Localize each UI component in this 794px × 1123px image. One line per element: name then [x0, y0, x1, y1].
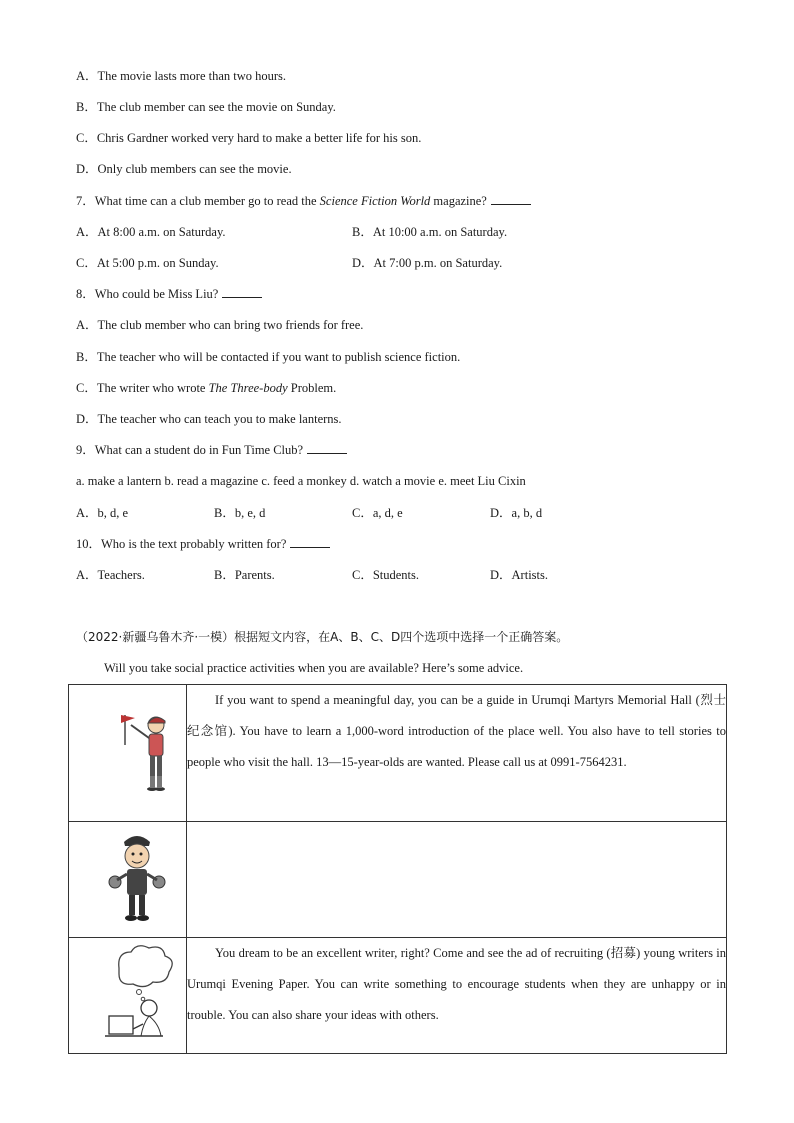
- boy-thumbs-up-icon: [69, 822, 186, 937]
- q7-option-d: D．At 7:00 p.m. on Saturday.: [352, 256, 503, 270]
- answer-blank: [491, 193, 531, 205]
- ad-text-writer: You dream to be an excellent writer, right? Come and see the ad of recruiting (招募) young writers in Urumqi Evening Paper. You can write something to encourage students when they are unhappy or in trouble. You can also share your ideas with others.: [187, 938, 727, 1054]
- ad-text-guide: If you want to spend a meaningful day, you can be a guide in Urumqi Martyrs Memorial Hall (烈士纪念馆). You have to learn a 1,000-word introduction of the place well. You also have to tell stories to people who visit the hall. 13—15-year-olds are wanted. Please call us at 0991-7564231.: [187, 685, 727, 822]
- q8-option-c-italic: The Three-body: [208, 381, 288, 395]
- q10-option-b: B．Parents.: [214, 568, 275, 582]
- q8-option-b: B．The teacher who will be contacted if you want to publish science fiction.: [76, 350, 461, 364]
- answer-blank: [222, 286, 262, 298]
- q10-option-d: D．Artists.: [490, 568, 548, 582]
- ad-text-empty: [187, 822, 727, 938]
- q8-stem-text: 8．Who could be Miss Liu?: [76, 287, 219, 301]
- ad-picture-cell: [69, 685, 187, 822]
- q9-stem-text: 9．What can a student do in Fun Time Club?: [76, 443, 304, 457]
- q8-option-a: A．The club member who can bring two friends for free.: [76, 318, 364, 332]
- q10-option-c: C．Students.: [352, 568, 420, 582]
- q9-option-a: A．b, d, e: [76, 506, 129, 520]
- q9-stem: [76, 442, 347, 458]
- q6-option-b: B．The club member can see the movie on Sunday.: [76, 100, 336, 114]
- ad-row: [69, 822, 727, 938]
- ad-row: [69, 685, 727, 822]
- q7-option-c: C．At 5:00 p.m. on Sunday.: [76, 256, 219, 270]
- q6-option-a: A．The movie lasts more than two hours.: [76, 69, 287, 83]
- ad-row: [69, 938, 727, 1054]
- q10-stem: [76, 536, 330, 552]
- q7-stem-italic: Science Fiction World: [319, 194, 431, 208]
- q8-option-c-after: Problem.: [287, 381, 337, 395]
- q9-option-b: B．b, e, d: [214, 506, 266, 520]
- q7-option-a: A．At 8:00 a.m. on Saturday.: [76, 225, 226, 239]
- ad-picture-cell: [69, 822, 187, 938]
- q6-option-d: D．Only club members can see the movie.: [76, 162, 292, 176]
- q8-option-c-before: C．The writer who wrote: [76, 381, 209, 395]
- q9-option-d: D．a, b, d: [490, 506, 543, 520]
- ads-table: [68, 684, 727, 1054]
- answer-blank: [307, 442, 347, 454]
- q9-option-c: C．a, d, e: [352, 506, 403, 520]
- q10-stem-text: 10．Who is the text probably written for?: [76, 537, 287, 551]
- q7-stem-before: 7．What time can a club member go to read the: [76, 194, 320, 208]
- q8-stem: [76, 286, 262, 302]
- ad-picture-cell: [69, 938, 187, 1054]
- answer-blank: [290, 536, 330, 548]
- section-intro: Will you take social practice activities when you are available? Here’s some advice.: [104, 661, 524, 675]
- q8-option-c: [76, 380, 336, 396]
- q7-stem-after: magazine?: [430, 194, 487, 208]
- guide-with-flag-icon: [69, 685, 186, 821]
- q10-option-a: A．Teachers.: [76, 568, 145, 582]
- q8-option-d: D．The teacher who can teach you to make lanterns.: [76, 412, 342, 426]
- q7-option-b: B．At 10:00 a.m. on Saturday.: [352, 225, 508, 239]
- q7-stem: [76, 193, 531, 209]
- q6-option-c: C．Chris Gardner worked very hard to make a better life for his son.: [76, 131, 422, 145]
- q9-items: a. make a lantern b. read a magazine c. feed a monkey d. watch a movie e. meet Liu Cixin: [76, 474, 526, 488]
- section-heading: （2022·新疆乌鲁木齐·一模）根据短文内容，在A、B、C、D四个选项中选择一个正确答案。: [76, 630, 569, 644]
- writer-at-laptop-icon: [69, 938, 186, 1053]
